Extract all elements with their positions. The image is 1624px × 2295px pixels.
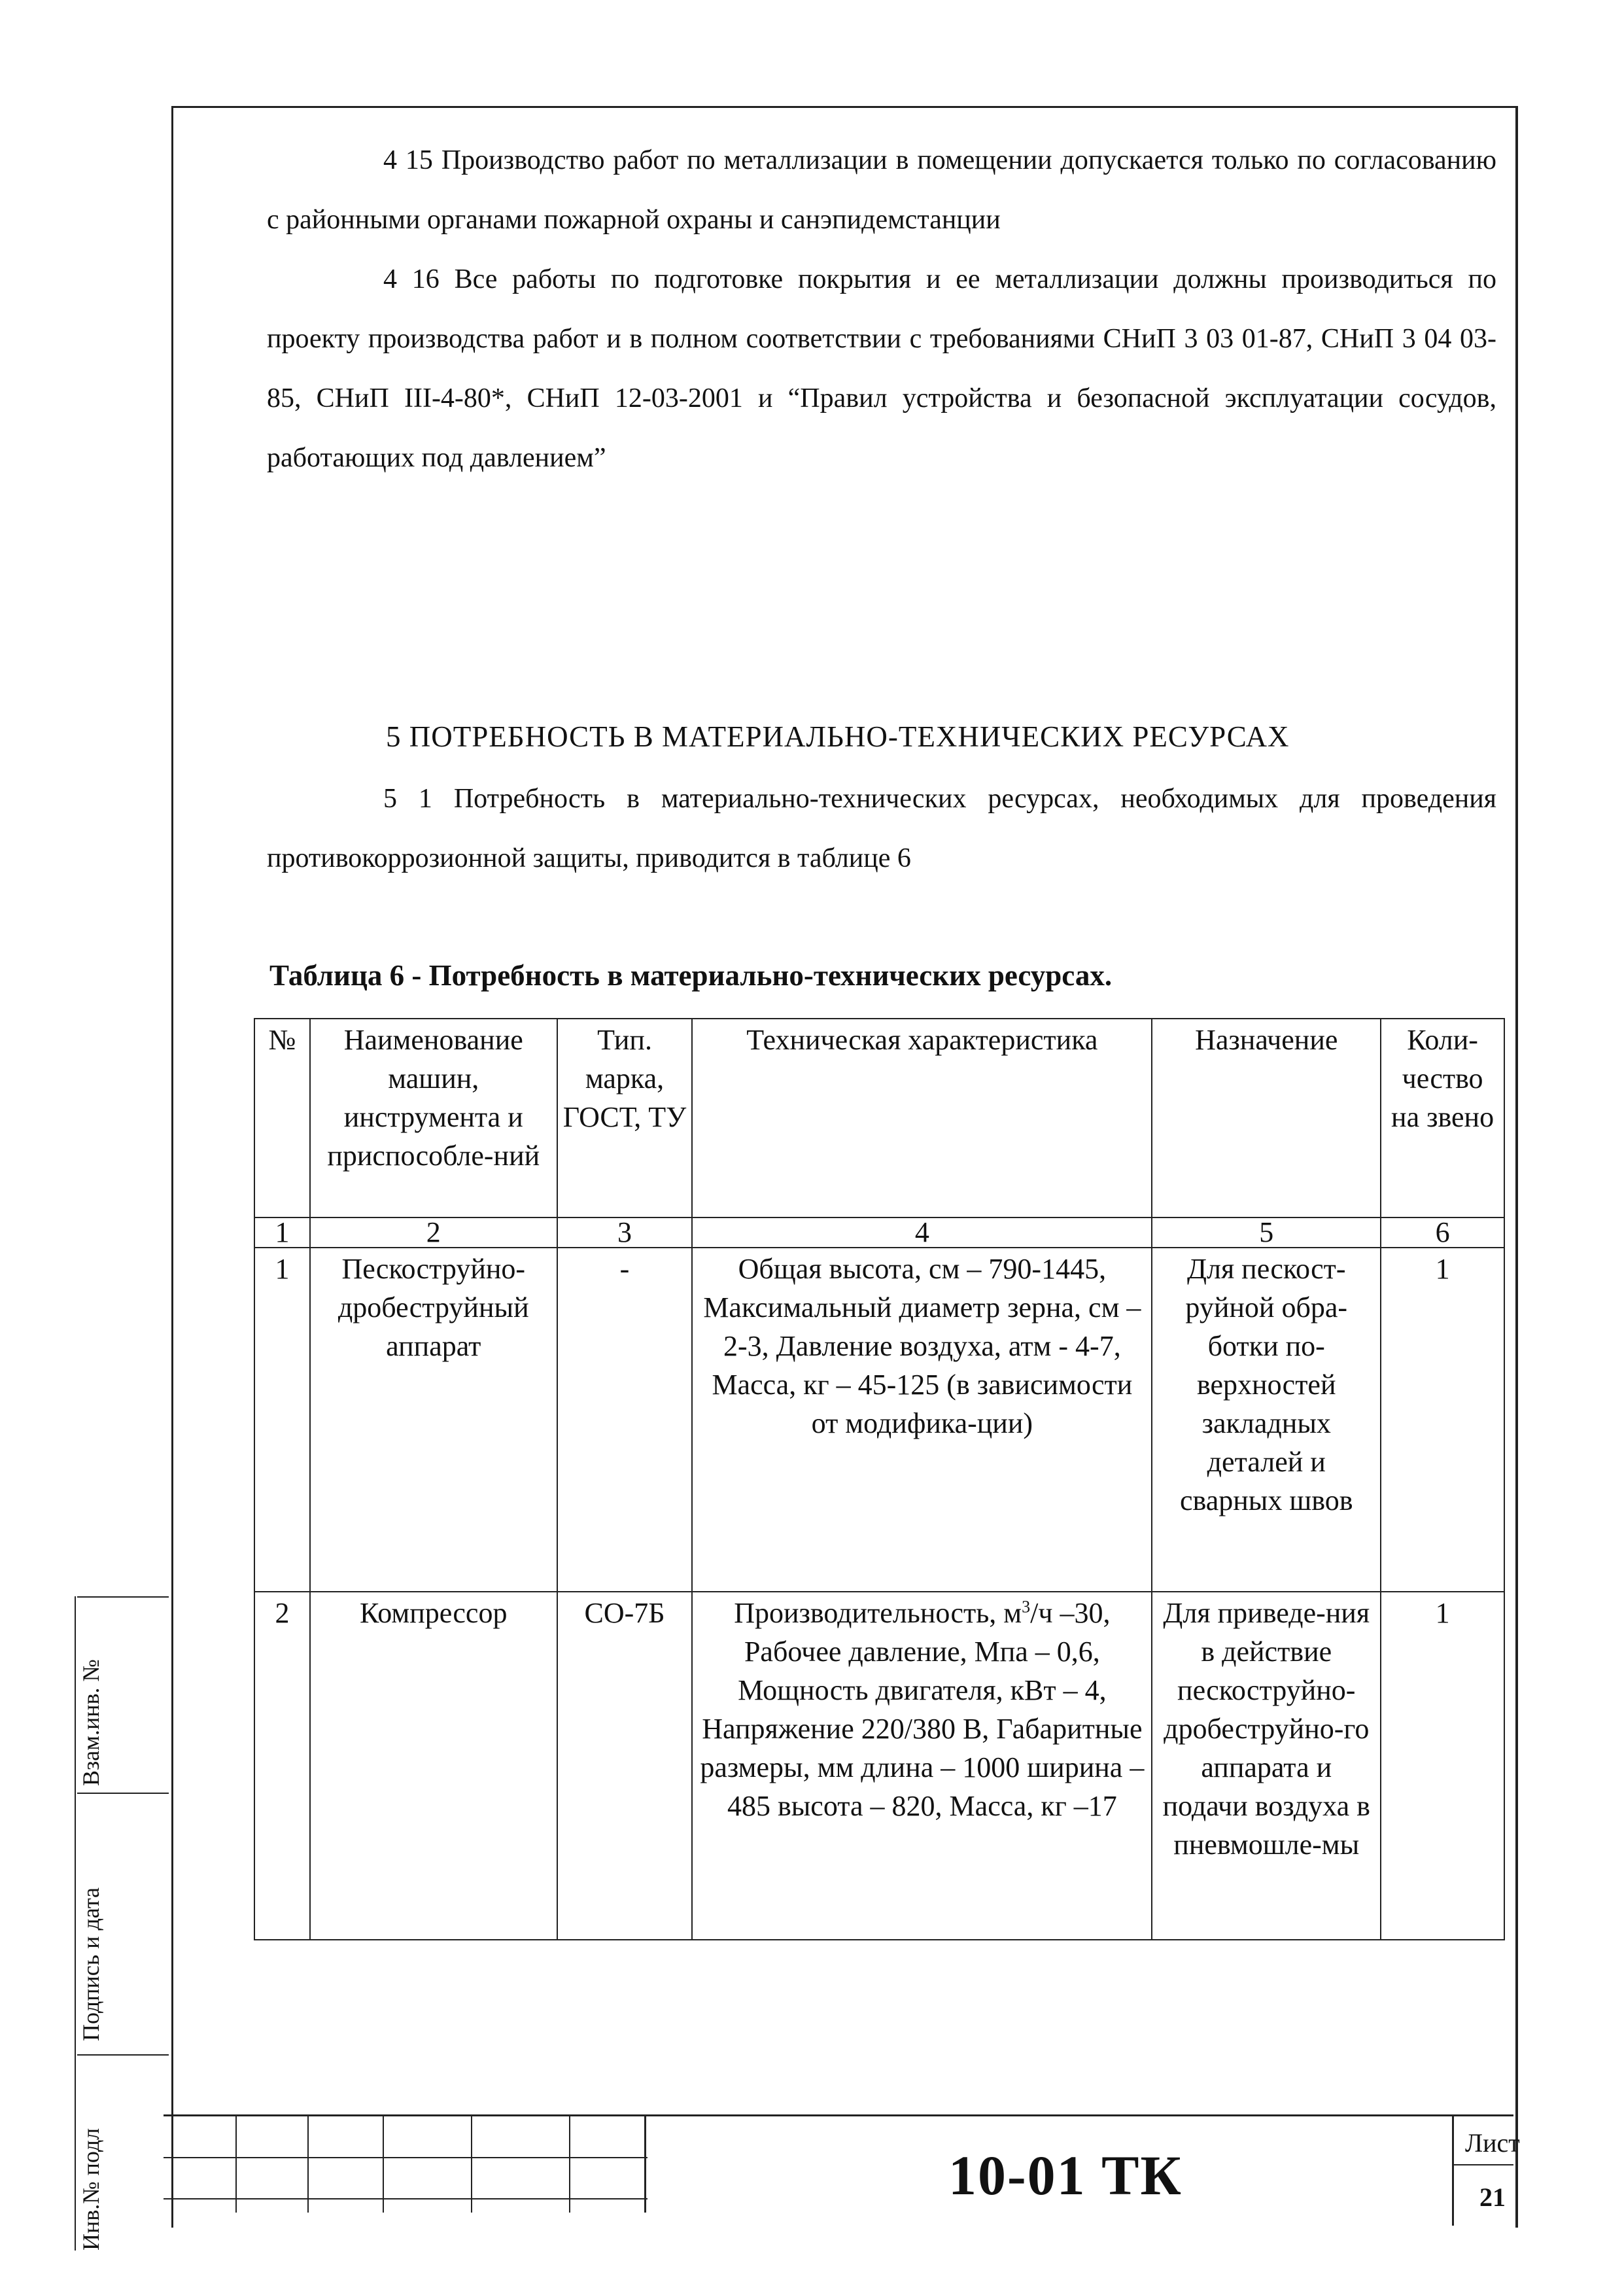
spec-rest: Рабочее давление, Мпа – 0,6, Мощность двигателя, кВт – 4, Напряжение 220/380 В, Габаритные размеры, мм длина – 1000 ширина – 485 высота – 820, Масса, кг –17 — [700, 1636, 1145, 1822]
header-name: Наименование машин, инструмента и приспособле-ний — [310, 1019, 557, 1218]
column-number: 1 — [254, 1218, 310, 1248]
side-stamp-left-line — [75, 1596, 76, 2251]
row-type: - — [557, 1248, 693, 1592]
table-row — [254, 1248, 1504, 1592]
paragraph-5-1: 5 1 Потребность в материально-технических ресурсах, необходимых для проведения противокоррозионной защиты, приводится в таблице 6 — [267, 784, 1496, 873]
paragraph-4-15: 4 15 Производство работ по металлизации в помещении допускается только по согласованию с районными органами пожарной охраны и санэпидемстанции — [267, 145, 1496, 235]
row-quantity: 1 — [1381, 1248, 1504, 1592]
row-type: СО-7Б — [557, 1592, 693, 1940]
column-number: 2 — [310, 1218, 557, 1248]
side-stamp-label-mid: Подпись и дата — [78, 1887, 104, 2041]
paragraph-4-16: 4 16 Все работы по подготовке покрытия и ее металлизации должны производиться по проекту производства работ и в полном соответствии с требованиями СНиП 3 03 01-87, СНиП 3 04 03-85, СНиП III-4-80*, СНиП 12-03-2001 и “Правил устройства и безопасной эксплуатации сосудов, работающих под давлением” — [267, 264, 1496, 473]
column-number: 5 — [1152, 1218, 1381, 1248]
side-stamp-divider — [77, 2054, 169, 2056]
row-name: Пескоструйно-дробеструйный аппарат — [310, 1248, 557, 1592]
row-quantity: 1 — [1381, 1592, 1504, 1940]
table-row — [254, 1592, 1504, 1940]
table-caption: Таблица 6 - Потребность в материально-технических ресурсах. — [269, 959, 1113, 992]
header-type: Тип. марка, ГОСТ, ТУ — [557, 1019, 693, 1218]
section-heading: 5 ПОТРЕБНОСТЬ В МАТЕРИАЛЬНО-ТЕХНИЧЕСКИХ РЕСУРСАХ — [386, 720, 1290, 753]
title-block-grid-line — [644, 2114, 646, 2213]
header-spec: Техническая характеристика — [692, 1019, 1152, 1218]
sheet-label: Лист — [1465, 2128, 1520, 2158]
title-block-grid-line — [471, 2114, 472, 2213]
header-quantity: Коли-чество на звено — [1381, 1019, 1504, 1218]
title-block-grid-line — [1452, 2114, 1454, 2226]
column-number: 6 — [1381, 1218, 1504, 1248]
row-spec: Общая высота, см – 790-1445, Максимальный диаметр зерна, см – 2-3, Давление воздуха, атм - 4-7, Масса, кг – 45-125 (в зависимости от модифика-ции) — [692, 1248, 1152, 1592]
spec-superscript: 3 — [1022, 1597, 1031, 1617]
title-block-grid-line — [1452, 2164, 1513, 2165]
document-code: 10-01 ТК — [948, 2144, 1183, 2207]
row-purpose: Для приведе-ния в действие пескоструйно-дробеструйно-го аппарата и подачи воздуха в пневмошле-мы — [1152, 1592, 1381, 1940]
row-spec — [692, 1592, 1152, 1940]
title-block-grid-line — [307, 2114, 309, 2213]
title-block-grid-line — [235, 2114, 237, 2213]
side-stamp-label-bottom: Инв.№ подл — [78, 2128, 104, 2251]
side-stamp-label-top: Взам.инв. № — [78, 1659, 104, 1786]
title-block-grid-line — [383, 2114, 384, 2213]
spec-line1-start: Производительность, м — [734, 1597, 1022, 1629]
row-number: 2 — [254, 1592, 310, 1940]
side-stamp-divider — [77, 1793, 169, 1794]
row-number: 1 — [254, 1248, 310, 1592]
row-name: Компрессор — [310, 1592, 557, 1940]
resources-table — [254, 1018, 1505, 1940]
title-block-grid-line — [569, 2114, 570, 2213]
header-number: № — [254, 1019, 310, 1218]
side-stamp-divider — [77, 1596, 169, 1598]
column-number: 4 — [692, 1218, 1152, 1248]
title-block-top-line — [164, 2114, 1513, 2116]
spec-line1-end: /ч –30, — [1030, 1597, 1111, 1629]
header-purpose: Назначение — [1152, 1019, 1381, 1218]
column-number: 3 — [557, 1218, 693, 1248]
column-number-row — [254, 1218, 1504, 1248]
row-purpose: Для пескост-руйной обра-ботки по-верхностей закладных деталей и сварных швов — [1152, 1248, 1381, 1592]
table-header-row — [254, 1019, 1504, 1218]
sheet-number: 21 — [1479, 2182, 1506, 2212]
